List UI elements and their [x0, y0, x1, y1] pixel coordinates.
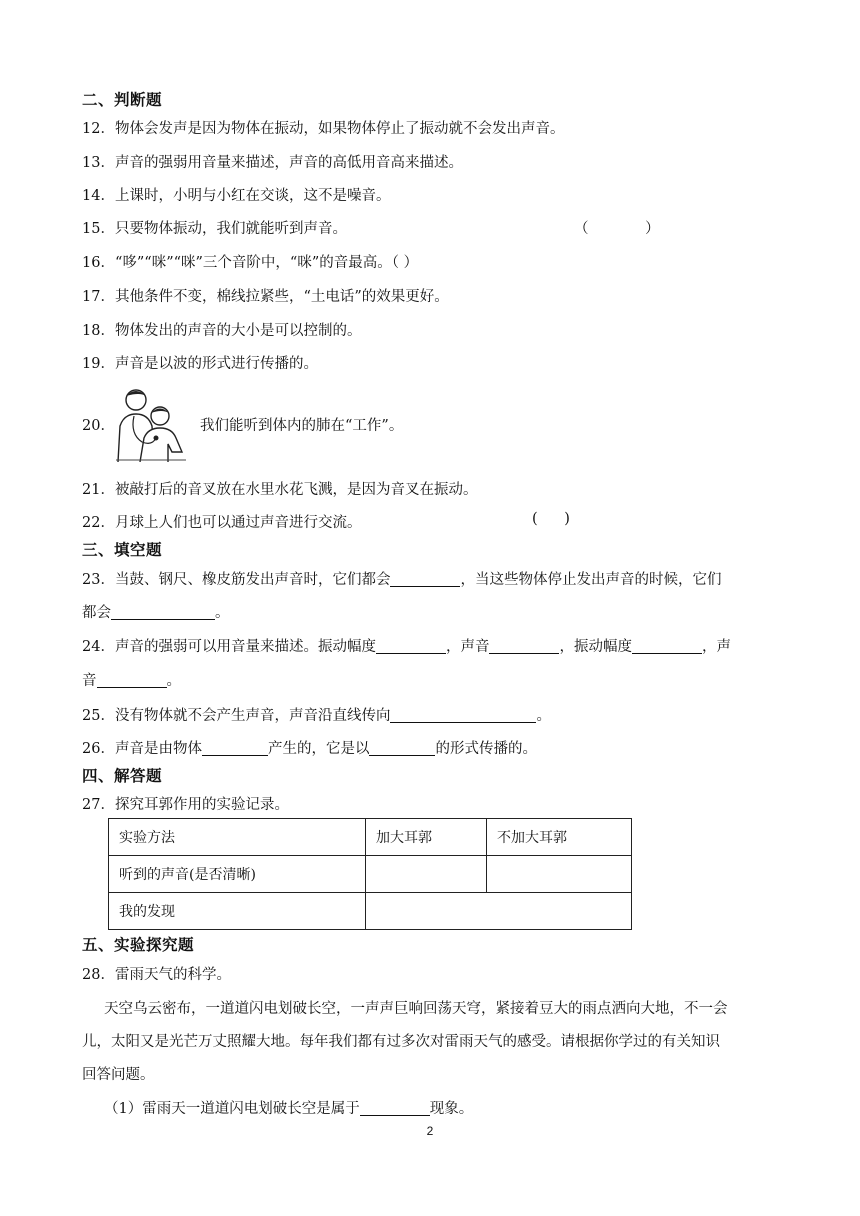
- question-19: 19．声音是以波的形式进行传播的。: [82, 356, 318, 372]
- page-number: 2: [426, 1124, 434, 1138]
- fill-blank[interactable]: [376, 638, 446, 654]
- fill-blank[interactable]: [202, 740, 268, 756]
- fill-blank[interactable]: [632, 638, 702, 654]
- question-24-text-b: ，声音: [445, 639, 490, 655]
- stethoscope-illustration: [112, 386, 190, 462]
- question-28-passage-line2: 儿，太阳又是光芒万丈照耀大地。每年我们都有过多次对雷雨天气的感受。请根据你学过的有关知识: [82, 1034, 720, 1050]
- section-heading-fill: 三、填空题: [82, 541, 163, 559]
- question-24-text-f: 。: [166, 673, 181, 689]
- question-28-passage-line1: 天空乌云密布，一道道闪电划破长空，一声声巨响回荡天穹，紧接着豆大的雨点洒向大地，不一会: [104, 1001, 728, 1017]
- question-26-text-a: 26．声音是由物体: [82, 741, 202, 757]
- question-24-line1: [82, 635, 731, 656]
- question-28-passage-line3: 回答问题。: [82, 1067, 155, 1083]
- question-24-line2: [82, 669, 181, 690]
- question-28-sub1: [104, 1097, 473, 1118]
- table-header-cell: 不加大耳郭: [487, 819, 632, 856]
- question-28: 28．雷雨天气的科学。: [82, 967, 231, 983]
- table-row: [109, 856, 632, 893]
- question-28-sub1-text-a: （1）雷雨天一道道闪电划破长空是属于: [104, 1101, 360, 1117]
- fill-blank[interactable]: [390, 571, 460, 587]
- fill-blank[interactable]: [360, 1100, 430, 1116]
- section-heading-experiment: 五、实验探究题: [82, 936, 195, 954]
- question-23-line2: [82, 601, 230, 622]
- question-18: 18．物体发出的声音的大小是可以控制的。: [82, 323, 362, 339]
- table-row-label: 我的发现: [109, 893, 366, 930]
- question-23-text-a: 23．当鼓、钢尺、橡皮筋发出声音时，它们都会: [82, 572, 391, 588]
- section-heading-answer: 四、解答题: [82, 767, 163, 785]
- question-26: [82, 737, 537, 758]
- table-header-cell: 实验方法: [109, 819, 366, 856]
- answer-paren-22: ( ): [532, 511, 570, 527]
- question-24-text-d: ，声: [701, 639, 731, 655]
- question-12: 12．物体会发声是因为物体在振动，如果物体停止了振动就不会发出声音。: [82, 121, 565, 137]
- question-13: 13．声音的强弱用音量来描述，声音的高低用音高来描述。: [82, 155, 463, 171]
- question-15: 15．只要物体振动，我们就能听到声音。: [82, 221, 347, 237]
- question-16: 16．“哆”“咪”“咪”三个音阶中，“咪”的音最高。（ ）: [82, 255, 419, 271]
- question-24-text-c: ，振动幅度: [559, 639, 632, 655]
- fill-blank[interactable]: [97, 672, 167, 688]
- question-28-sub1-text-b: 现象。: [429, 1101, 474, 1117]
- fill-blank[interactable]: [111, 604, 215, 620]
- question-23-text-b: ，当这些物体停止发出声音的时候，它们: [460, 572, 722, 588]
- table-answer-cell[interactable]: [487, 856, 632, 893]
- table-row-label: 听到的声音(是否清晰): [109, 856, 366, 893]
- section-heading-judge: 二、判断题: [82, 91, 163, 109]
- question-24-text-a: 24．声音的强弱可以用音量来描述。振动幅度: [82, 639, 376, 655]
- table-row: [109, 819, 632, 856]
- question-23-text-d: 。: [215, 605, 230, 621]
- question-26-text-b: 产生的，它是以: [267, 741, 370, 757]
- fill-blank[interactable]: [369, 740, 435, 756]
- question-21: 21．被敲打后的音叉放在水里水花飞溅，是因为音叉在振动。: [82, 482, 478, 498]
- table-answer-cell[interactable]: [366, 893, 632, 930]
- question-23-line1: [82, 568, 721, 589]
- table-answer-cell[interactable]: [366, 856, 487, 893]
- fill-blank[interactable]: [489, 638, 559, 654]
- question-20-text: 我们能听到体内的肺在“工作”。: [200, 418, 404, 434]
- table-row: [109, 893, 632, 930]
- answer-paren-15: （ ）: [574, 221, 660, 237]
- question-25-text-b: 。: [536, 708, 551, 724]
- question-27: 27．探究耳郭作用的实验记录。: [82, 797, 289, 813]
- question-25: [82, 704, 551, 725]
- question-24-text-e: 音: [82, 673, 97, 689]
- question-22: 22．月球上人们也可以通过声音进行交流。: [82, 515, 362, 531]
- table-header-cell: 加大耳郭: [366, 819, 487, 856]
- question-25-text-a: 25．没有物体就不会产生声音，声音沿直线传向: [82, 708, 391, 724]
- question-20-number: 20．: [82, 418, 115, 434]
- experiment-record-table: [108, 818, 632, 930]
- question-23-text-c: 都会: [82, 605, 111, 621]
- question-17: 17．其他条件不变，棉线拉紧些，“土电话”的效果更好。: [82, 289, 449, 305]
- fill-blank[interactable]: [390, 707, 536, 723]
- question-26-text-c: 的形式传播的。: [435, 741, 537, 757]
- question-14: 14．上课时，小明与小红在交谈，这不是噪音。: [82, 188, 391, 204]
